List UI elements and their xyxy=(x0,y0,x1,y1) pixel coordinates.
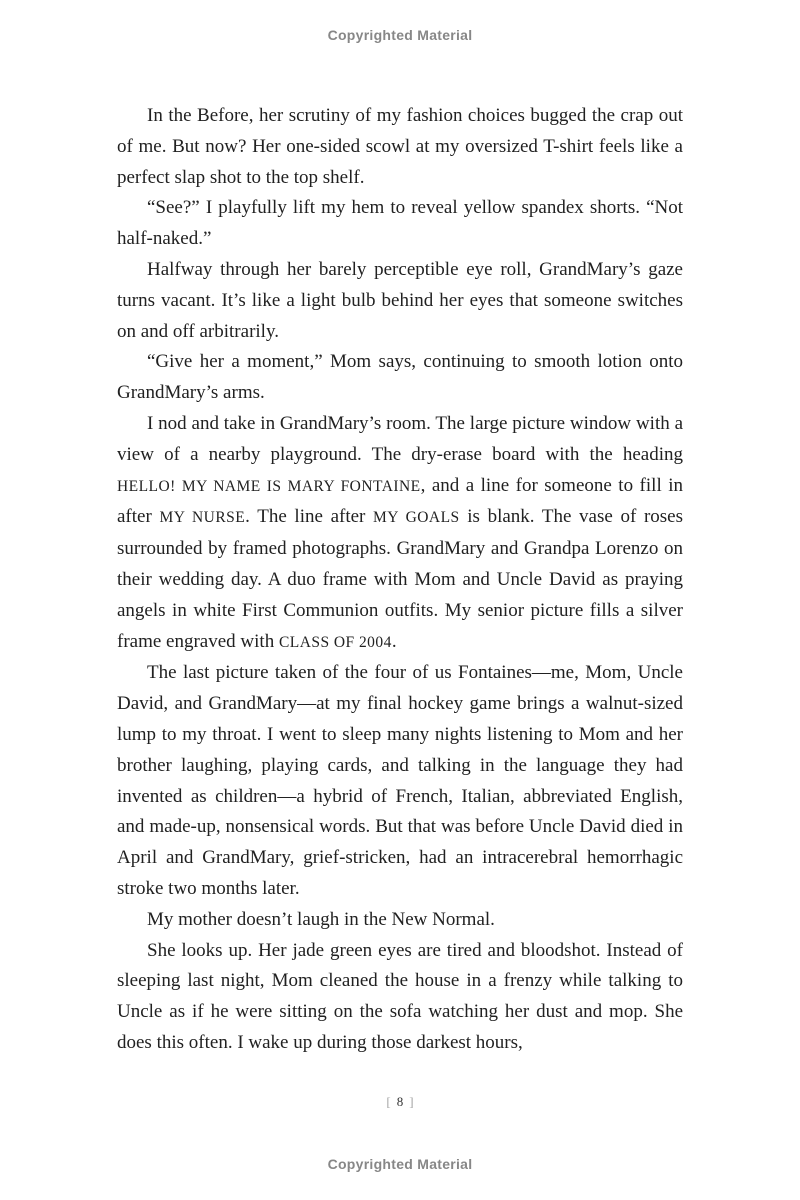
small-caps-text: CLASS OF 2004 xyxy=(278,633,392,651)
text-run: is blank. The vase of roses surrounded by framed photographs. GrandMary and Grandpa Lorenzo on their wedding day. A duo frame with Mom and Uncle David as praying angels in white First Communion outfits. My senior picture fills a silver frame engraved with xyxy=(117,506,683,652)
copyright-notice-top: Copyrighted Material xyxy=(327,27,473,43)
text-run: In the Before, her scrutiny of my fashion choices bugged the crap out of me. But now? Her one-sided scowl at my oversized T-shirt feels like a perfect slap shot to the top shelf. xyxy=(117,105,683,188)
small-caps-text: MY NURSE xyxy=(159,509,246,527)
text-run: She looks up. Her jade green eyes are tired and bloodshot. Instead of sleeping last night, Mom cleaned the house in a frenzy while talking to Uncle as if he were sitting on the sofa watching her dust and mop. She does this often. I wake up during those darkest hours, xyxy=(117,939,683,1053)
page-number xyxy=(0,1094,800,1110)
page-number-bracket-left: [ xyxy=(386,1094,391,1109)
text-run: I nod and take in GrandMary’s room. The large picture window with a view of a nearby playground. The dry-erase board with the heading xyxy=(117,412,683,465)
small-caps-text: MY GOALS xyxy=(373,509,460,527)
paragraph xyxy=(117,409,683,658)
paragraph xyxy=(117,905,683,936)
paragraph xyxy=(117,347,683,409)
text-run: “Give her a moment,” Mom says, continuing to smooth lotion onto GrandMary’s arms. xyxy=(117,351,683,404)
text-run: . The line after xyxy=(245,506,374,528)
paragraph xyxy=(117,101,683,193)
page-number-value: 8 xyxy=(396,1094,404,1109)
paragraph xyxy=(117,936,683,1059)
body-text xyxy=(117,101,683,1059)
text-run: Halfway through her barely perceptible eye roll, GrandMary’s gaze turns vacant. It’s like a light bulb behind her eyes that someone switches on and off arbitrarily. xyxy=(117,258,683,342)
small-caps-text: HELLO! MY NAME IS MARY FONTAINE xyxy=(117,477,421,495)
text-run: . xyxy=(391,630,397,652)
paragraph xyxy=(117,255,683,347)
page-number-bracket-right: ] xyxy=(409,1094,414,1109)
paragraph xyxy=(117,193,683,255)
text-run: My mother doesn’t laugh in the New Normal. xyxy=(147,908,495,930)
paragraph xyxy=(117,658,683,904)
text-run: , and a line for someone to fill in after xyxy=(117,474,683,528)
copyright-notice-bottom: Copyrighted Material xyxy=(327,1156,473,1172)
text-run: “See?” I playfully lift my hem to reveal yellow spandex shorts. “Not half-naked.” xyxy=(117,197,683,250)
text-run: The last picture taken of the four of us Fontaines—me, Mom, Uncle David, and GrandMary—at my final hockey game brings a walnut-sized lump to my throat. I went to sleep many nights listening to Mom and her brother laughing, playing cards, and talking in the language they had invented as children—a hybrid of French, Italian, abbreviated English, and made-up, nonsensical words. But that was before Uncle David died in April and GrandMary, grief-stricken, had an intracerebral hemorrhagic stroke two months later. xyxy=(117,662,683,899)
